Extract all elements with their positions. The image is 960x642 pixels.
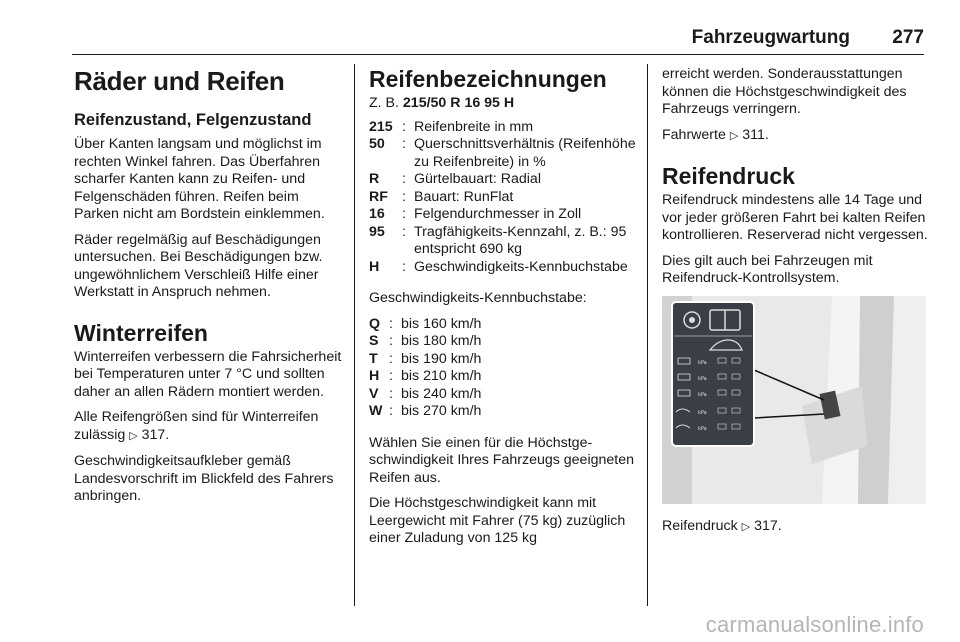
list-item: T : bis 190 km/h (369, 350, 482, 367)
list-key: T (369, 350, 378, 367)
caption-text: Reifendruck (662, 517, 738, 534)
list-value: bis 210 km/h (401, 368, 482, 384)
list-value: bis 270 km/h (401, 403, 482, 419)
list-item: S : bis 180 km/h (369, 333, 482, 349)
list-item: RF : Bauart: RunFlat (369, 189, 637, 207)
list-item: H : bis 210 km/h (369, 368, 482, 384)
list-key: S (369, 333, 379, 349)
list-key: 95 (369, 223, 385, 240)
subsection-heading-tyre-designations: Reifenbezeichnungen (369, 66, 607, 92)
subsection-heading-winter-tyres: Winterreifen (74, 319, 208, 346)
list-item: 16 : Felgendurchmesser in Zoll (369, 206, 637, 224)
list-item: R : Gürtelbauart: Radial (369, 171, 637, 189)
list-key: 16 (369, 206, 385, 222)
label-unit: kPa (698, 359, 707, 366)
column-divider-1 (354, 64, 355, 606)
page-header (0, 0, 960, 56)
list-item: W : bis 270 km/h (369, 403, 482, 419)
list-value: Reifenbreite in mm (414, 118, 534, 135)
paragraph-with-reference (662, 127, 930, 146)
list-key: R (369, 171, 380, 187)
list-value: bis 180 km/h (401, 333, 482, 349)
tyre-pressure-label-photo (662, 296, 926, 504)
list-item: V : bis 240 km/h (369, 385, 482, 402)
paragraph-text: Fahrwerte (662, 126, 726, 143)
paragraph: Wählen Sie einen für die Höchstgeschwindigkeit Ihres Fahrzeugs geeigneten Reifen aus. (369, 434, 634, 486)
page-reference-link[interactable]: 317. (754, 517, 782, 534)
paragraph-text: Alle Reifengrößen sind für Winterreifen zulässig (74, 409, 319, 443)
example-code: 215/50 R 16 95 H (402, 95, 515, 111)
list-value: Gürtelbauart: Radial (414, 171, 541, 187)
paragraph: Räder regelmäßig auf Beschädigungen untersuchen. Bei Beschädigungen bzw. ungewöhnlichem Verschleiß Hilfe einer Werkstatt in Anspruch nehmen. (74, 231, 323, 300)
example-prefix: Z. B. (369, 95, 399, 111)
list-key: 215 (369, 118, 393, 135)
column-3 (662, 66, 930, 544)
list-item: 95 : Tragfähigkeits-Kennzahl, z. B.: 95 entspricht 690 kg (369, 224, 637, 259)
subsection-heading-tyre-pressure: Reifendruck (662, 163, 795, 189)
paragraph: Über Kanten langsam und möglichst im rechten Winkel fahren. Das Überfahren scharfer Kanten kann zu Reifen- und Felgenschäden führen. Reifen beim Parken nicht am Bordstein einklemmen. (74, 136, 325, 222)
list-value: bis 160 km/h (401, 315, 482, 332)
paragraph: Geschwindigkeitsaufkleber gemäß Landesvorschrift im Blickfeld des Fahrers anbringen. (74, 453, 334, 504)
figure-caption (662, 518, 930, 537)
chapter-title: Fahrzeugwartung (691, 27, 850, 48)
list-item: 50 : Querschnittsverhältnis (Reifenhöhe zu Reifenbreite) in % (369, 136, 636, 170)
watermark: carmanualsonline.info (705, 612, 924, 637)
list-key: H (369, 368, 380, 384)
list-value: Felgendurchmesser in Zoll (414, 206, 582, 222)
paragraph: Winterreifen verbessern die Fahrsicherheit bei Temperaturen unter 7 °C und sollten daher an allen Rädern montiert werden. (74, 348, 342, 400)
triangle-arrow-icon: ▷ (741, 520, 751, 533)
triangle-arrow-icon: ▷ (729, 129, 739, 142)
list-key: V (369, 385, 379, 402)
list-value: Geschwindigkeits-Kennbuchstabe (414, 258, 628, 275)
paragraph-with-reference (74, 409, 342, 445)
paragraph: Die Höchstgeschwindigkeit kann mit Leergewicht mit Fahrer (75 kg) zuzüglich einer Zuladung von 125 kg (369, 495, 626, 546)
page-reference-link[interactable]: 317. (141, 426, 170, 443)
list-value: Bauart: RunFlat (414, 188, 514, 205)
column-2 (369, 66, 637, 556)
column-divider-2 (647, 64, 648, 606)
list-item: H : Geschwindigkeits-Kennbuchstabe (369, 259, 637, 277)
speed-code-intro: Geschwindigkeits-Kennbuchstabe: (369, 290, 587, 306)
speed-code-list (369, 316, 637, 421)
designation-list (369, 119, 637, 277)
list-value: bis 190 km/h (401, 350, 482, 367)
label-unit: kPa (698, 375, 707, 382)
list-value: Tragfähigkeits-Kennzahl, z. B.: 95 entspricht 690 kg (414, 223, 627, 257)
tyre-pressure-label-illustration (662, 296, 926, 504)
list-item: Q : bis 160 km/h (369, 315, 482, 332)
list-key: H (369, 258, 380, 275)
list-key: 50 (369, 136, 385, 152)
paragraph: Dies gilt auch bei Fahrzeugen mit Reifendruck-Kontrollsystem. (662, 252, 873, 286)
list-value: Querschnittsverhältnis (Reifenhöhe zu Reifenbreite) in % (414, 136, 636, 170)
list-key: Q (369, 315, 381, 332)
paragraph: Reifendruck mindestens alle 14 Tage und vor jeder größeren Fahrt bei kalten Reifen kontrollieren. Reserverad nicht vergessen. (662, 192, 928, 243)
label-unit: kPa (698, 425, 707, 432)
list-value: bis 240 km/h (401, 385, 482, 402)
page-reference-link[interactable]: 311. (742, 126, 769, 143)
paragraph: erreicht werden. Sonderausstattungen können die Höchstgeschwindigkeit des Fahrzeugs verringern. (662, 66, 907, 117)
label-unit: kPa (698, 391, 707, 398)
column-1 (74, 66, 342, 514)
subsection-heading-tyre-condition: Reifenzustand, Felgenzustand (74, 111, 312, 129)
label-unit: kPa (698, 409, 707, 416)
list-key: RF (369, 188, 388, 205)
section-title: Räder und Reifen (74, 66, 285, 96)
page-number: 277 (892, 27, 924, 48)
designation-example (369, 95, 637, 113)
header-rule (72, 54, 924, 55)
list-key: W (369, 403, 383, 419)
triangle-arrow-icon: ▷ (129, 429, 138, 442)
list-item: 215 : Reifenbreite in mm (369, 119, 637, 137)
